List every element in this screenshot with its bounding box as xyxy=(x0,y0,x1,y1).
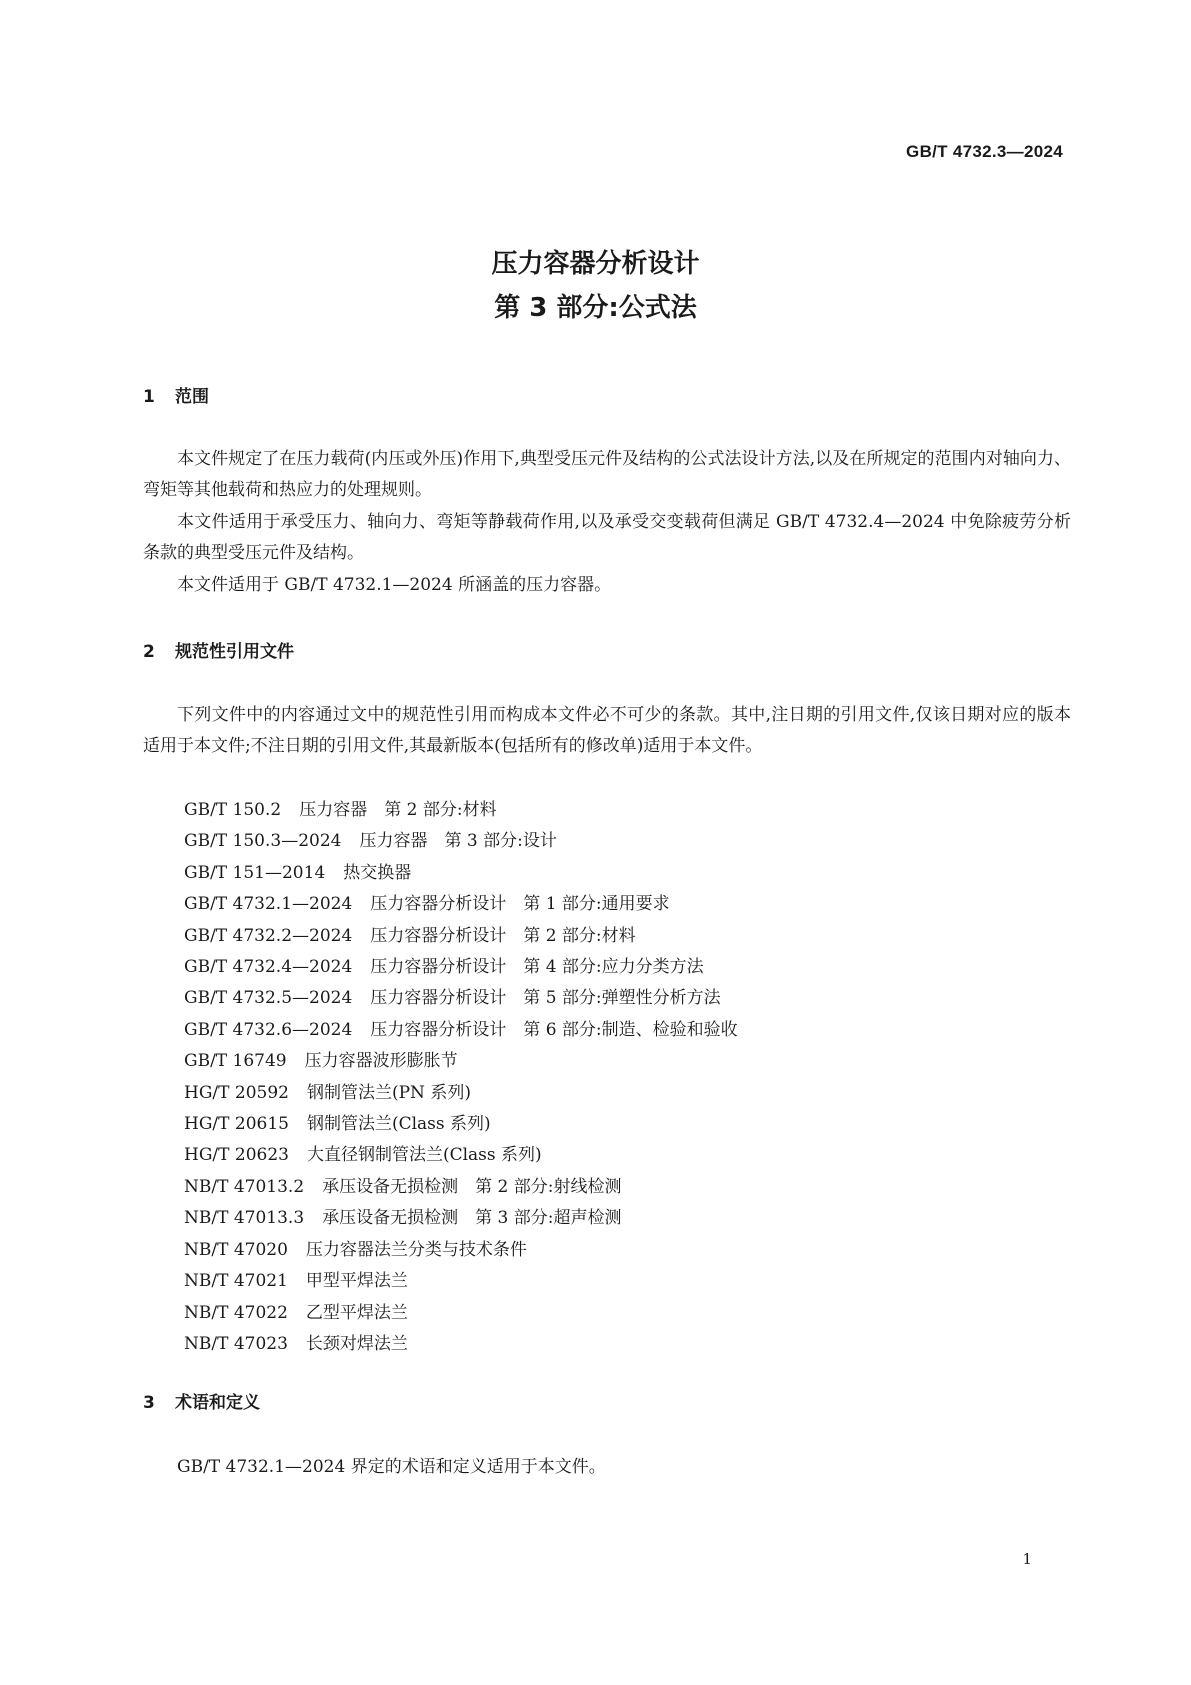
section-3-number: 3 xyxy=(143,1393,155,1413)
reference-title: 压力容器 第 2 部分:材料 xyxy=(299,800,497,820)
reference-title: 大直径钢制管法兰(Class 系列) xyxy=(306,1145,542,1166)
page-number: 1 xyxy=(1022,1550,1032,1568)
reference-title: 热交换器 xyxy=(343,862,412,883)
reference-code: GB/T 4732.6—2024 xyxy=(184,1019,353,1040)
reference-title: 承压设备无损检测 第 2 部分:射线检测 xyxy=(322,1176,622,1197)
section-3-paragraph-1: GB/T 4732.1—2024 界定的术语和定义适用于本文件。 xyxy=(177,1457,606,1477)
reference-title: 压力容器分析设计 第 1 部分:通用要求 xyxy=(370,894,670,915)
section-1-number: 1 xyxy=(143,387,155,407)
reference-title: 压力容器波形膨胀节 xyxy=(304,1051,458,1072)
reference-item xyxy=(184,858,738,889)
section-1-paragraph-3: 本文件适用于 GB/T 4732.1—2024 所涵盖的压力容器。 xyxy=(177,575,612,595)
reference-title: 钢制管法兰(Class 系列) xyxy=(306,1114,491,1135)
reference-code: GB/T 4732.5—2024 xyxy=(184,988,353,1009)
section-1-paragraph-2: 本文件适用于承受压力、轴向力、弯矩等静载荷作用,以及承受交变载荷但满足 GB/T 4732.4—2024 中免除疲劳分析条款的典型受压元件及结构。 xyxy=(143,512,1071,563)
section-2-paragraph-1: 下列文件中的内容通过文中的规范性引用而构成本文件必不可少的条款。其中,注日期的引用文件,仅该日期对应的版本适用于本文件;不注日期的引用文件,其最新版本(包括所有的修改单)适用于本文件。 xyxy=(143,705,1071,756)
reference-code: GB/T 16749 xyxy=(184,1051,287,1072)
section-2-title: 规范性引用文件 xyxy=(175,642,294,662)
section-2-number: 2 xyxy=(143,642,155,662)
document-title xyxy=(0,242,1191,330)
reference-code: NB/T 47021 xyxy=(184,1271,288,1292)
reference-code: NB/T 47023 xyxy=(184,1333,288,1354)
reference-item xyxy=(184,1266,738,1297)
section-1-paragraph-1: 本文件规定了在压力载荷(内压或外压)作用下,典型受压元件及结构的公式法设计方法,以及在所规定的范围内对轴向力、弯矩等其他载荷和热应力的处理规则。 xyxy=(143,449,1071,500)
reference-code: HG/T 20592 xyxy=(184,1082,289,1103)
reference-item xyxy=(184,983,738,1014)
reference-title: 乙型平焊法兰 xyxy=(305,1302,408,1323)
reference-title: 压力容器分析设计 第 4 部分:应力分类方法 xyxy=(370,957,704,978)
reference-code: GB/T 150.2 xyxy=(184,800,282,820)
reference-item xyxy=(184,889,738,920)
reference-code: NB/T 47022 xyxy=(184,1302,288,1323)
reference-title: 压力容器 第 3 部分:设计 xyxy=(359,831,557,852)
reference-code: GB/T 150.3—2024 xyxy=(184,831,342,852)
reference-code: GB/T 4732.1—2024 xyxy=(184,894,353,915)
document-title-line-1: 压力容器分析设计 xyxy=(491,249,700,279)
reference-title: 钢制管法兰(PN 系列) xyxy=(306,1082,471,1103)
reference-code: HG/T 20623 xyxy=(184,1145,289,1166)
reference-code: GB/T 151—2014 xyxy=(184,862,326,883)
reference-item xyxy=(184,1015,738,1046)
section-3-title: 术语和定义 xyxy=(175,1393,260,1413)
normative-reference-list xyxy=(184,795,738,1360)
reference-item xyxy=(184,826,738,857)
reference-code: NB/T 47013.3 xyxy=(184,1208,305,1229)
reference-title: 承压设备无损检测 第 3 部分:超声检测 xyxy=(322,1208,622,1229)
reference-item xyxy=(184,1140,738,1171)
document-title-line-2: 第 3 部分:公式法 xyxy=(494,293,697,323)
reference-title: 甲型平焊法兰 xyxy=(305,1271,408,1292)
reference-item xyxy=(184,1046,738,1077)
reference-title: 压力容器分析设计 第 6 部分:制造、检验和验收 xyxy=(370,1019,738,1040)
reference-title: 长颈对焊法兰 xyxy=(305,1333,408,1354)
reference-title: 压力容器法兰分类与技术条件 xyxy=(305,1239,527,1260)
standard-number: GB/T 4732.3—2024 xyxy=(906,142,1063,161)
reference-item xyxy=(184,921,738,952)
section-2-heading xyxy=(143,641,294,663)
reference-item xyxy=(184,795,738,826)
section-1-heading xyxy=(143,386,209,408)
reference-code: GB/T 4732.2—2024 xyxy=(184,925,353,946)
section-1-title: 范围 xyxy=(175,387,209,407)
reference-item xyxy=(184,1329,738,1360)
reference-item xyxy=(184,1109,738,1140)
reference-title: 压力容器分析设计 第 2 部分:材料 xyxy=(370,925,636,946)
reference-item xyxy=(184,1203,738,1234)
reference-item xyxy=(184,1235,738,1266)
section-3-heading xyxy=(143,1392,260,1414)
reference-code: GB/T 4732.4—2024 xyxy=(184,957,353,978)
reference-item xyxy=(184,952,738,983)
reference-title: 压力容器分析设计 第 5 部分:弹塑性分析方法 xyxy=(370,988,721,1009)
reference-item xyxy=(184,1078,738,1109)
reference-item xyxy=(184,1172,738,1203)
reference-item xyxy=(184,1298,738,1329)
reference-code: NB/T 47013.2 xyxy=(184,1176,305,1197)
reference-code: NB/T 47020 xyxy=(184,1239,288,1260)
reference-code: HG/T 20615 xyxy=(184,1114,289,1135)
